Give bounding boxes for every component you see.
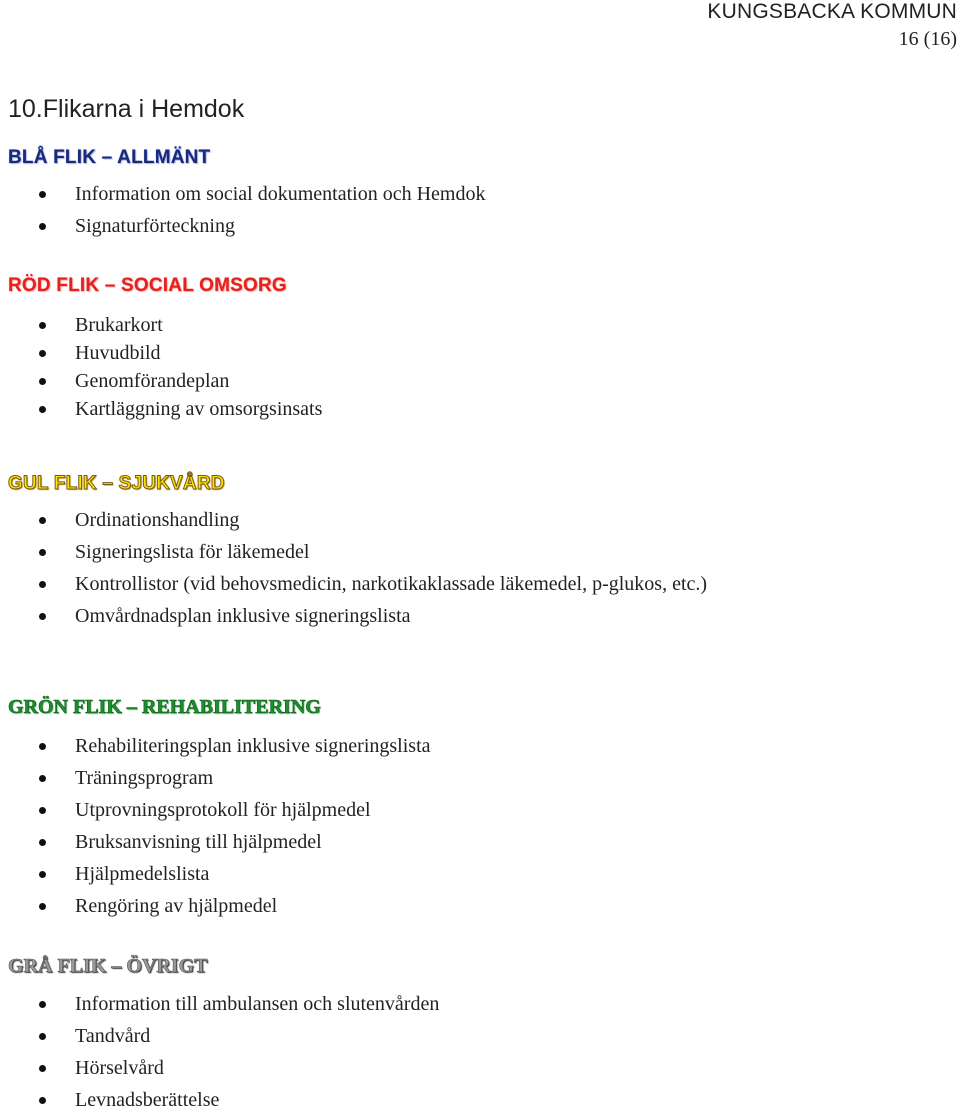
section-heading-gron-flik: GRÖN FLIK – REHABILITERING — [8, 696, 321, 718]
list-item — [0, 395, 775, 423]
bullet-icon — [39, 775, 46, 782]
list-item-text: Hjälpmedelslista — [75, 863, 210, 885]
bullet-icon — [39, 839, 46, 846]
list-item-text: Omvårdnadsplan inklusive signeringslista — [75, 605, 411, 627]
section-heading-gul-flik: GUL FLIK – SJUKVÅRD — [8, 473, 225, 494]
bullet-icon — [39, 1097, 46, 1104]
list-item-text: Ordinationshandling — [75, 509, 240, 531]
list-item — [0, 988, 775, 1020]
list-item — [0, 600, 775, 632]
section-heading-rod-flik: RÖD FLIK – SOCIAL OMSORG — [8, 275, 287, 296]
list-item — [0, 178, 775, 210]
list-item — [0, 1084, 775, 1116]
bullet-icon — [39, 1033, 46, 1040]
bullet-icon — [39, 1001, 46, 1008]
bullet-icon — [39, 903, 46, 910]
section-list-gra-flik — [0, 988, 775, 1116]
section-list-gul-flik — [0, 504, 775, 632]
section-list-bla-flik — [0, 178, 775, 242]
list-item-text: Tandvård — [75, 1025, 151, 1047]
bullet-icon — [39, 613, 46, 620]
bullet-icon — [39, 517, 46, 524]
list-item — [0, 890, 775, 922]
list-item — [0, 311, 775, 339]
bullet-icon — [39, 223, 46, 230]
list-item — [0, 762, 775, 794]
bullet-icon — [39, 378, 46, 385]
list-item-text: Signaturförteckning — [75, 215, 235, 237]
bullet-icon — [39, 1065, 46, 1072]
chapter-title: 10.Flikarna i Hemdok — [8, 95, 245, 123]
list-item-text: Huvudbild — [75, 342, 161, 364]
list-item — [0, 1052, 775, 1084]
list-item — [0, 210, 775, 242]
list-item — [0, 1020, 775, 1052]
list-item-text: Rehabiliteringsplan inklusive signeringslista — [75, 735, 431, 757]
list-item-text: Levnadsberättelse — [75, 1089, 220, 1111]
list-item-text: Kartläggning av omsorgsinsats — [75, 398, 323, 420]
list-item — [0, 568, 775, 600]
organization-name: KUNGSBACKA KOMMUN — [707, 0, 957, 23]
bullet-icon — [39, 743, 46, 750]
list-item-text: Kontrollistor (vid behovsmedicin, narkotikaklassade läkemedel, p-glukos, etc.) — [75, 573, 708, 595]
list-item — [0, 794, 775, 826]
list-item-text: Hörselvård — [75, 1057, 164, 1079]
list-item-text: Bruksanvisning till hjälpmedel — [75, 831, 322, 853]
list-item-text: Brukarkort — [75, 314, 163, 336]
section-list-rod-flik — [0, 311, 775, 423]
section-heading-bla-flik: BLÅ FLIK – ALLMÄNT — [8, 147, 211, 168]
bullet-icon — [39, 549, 46, 556]
list-item — [0, 858, 775, 890]
list-item — [0, 730, 775, 762]
bullet-icon — [39, 322, 46, 329]
list-item-text: Signeringslista för läkemedel — [75, 541, 310, 563]
list-item-text: Genomförandeplan — [75, 370, 230, 392]
list-item — [0, 339, 775, 367]
bullet-icon — [39, 581, 46, 588]
list-item — [0, 504, 775, 536]
list-item — [0, 826, 775, 858]
list-item-text: Utprovningsprotokoll för hjälpmedel — [75, 799, 371, 821]
page-header — [707, 0, 957, 51]
bullet-icon — [39, 871, 46, 878]
bullet-icon — [39, 406, 46, 413]
list-item-text: Information till ambulansen och slutenvården — [75, 993, 440, 1015]
page-number: 16 (16) — [898, 28, 957, 50]
section-list-gron-flik — [0, 730, 775, 922]
list-item — [0, 367, 775, 395]
bullet-icon — [39, 350, 46, 357]
list-item — [0, 536, 775, 568]
list-item-text: Information om social dokumentation och Hemdok — [75, 183, 486, 205]
bullet-icon — [39, 191, 46, 198]
list-item-text: Träningsprogram — [75, 767, 214, 789]
list-item-text: Rengöring av hjälpmedel — [75, 895, 278, 917]
section-heading-gra-flik: GRÅ FLIK – ÖVRIGT — [8, 955, 208, 977]
bullet-icon — [39, 807, 46, 814]
